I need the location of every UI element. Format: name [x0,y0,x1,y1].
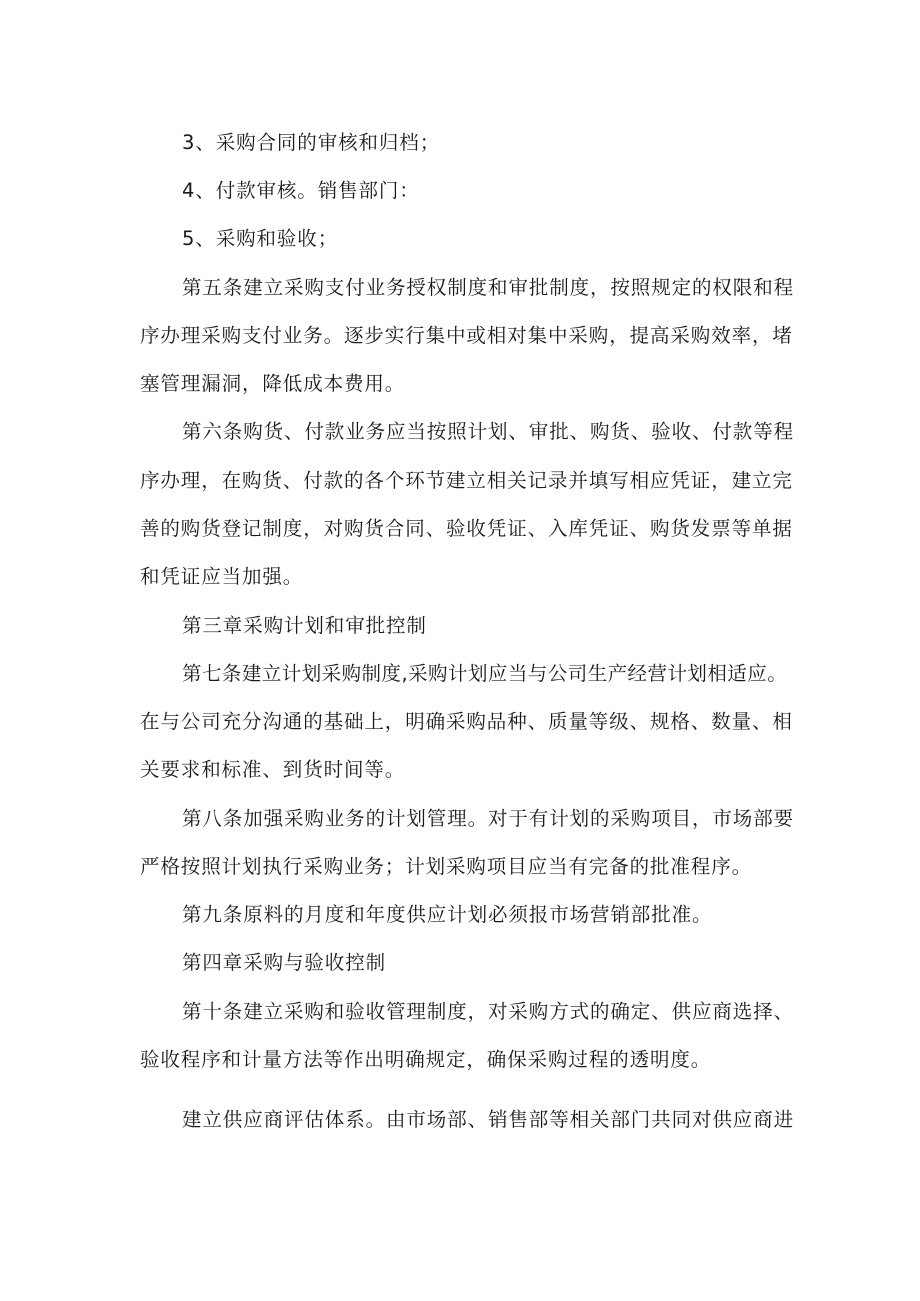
article-5-line-2: 序办理采购支付业务。逐步实行集中或相对集中采购，提高采购效率，堵 [140,324,793,347]
chapter-3-heading: 第三章采购计划和审批控制 [182,614,427,637]
article-5-line-3: 塞管理漏洞，降低成本费用。 [140,372,406,395]
article-8-line-2: 严格按照计划执行采购业务；计划采购项目应当有完备的批准程序。 [140,855,753,878]
article-6-line-4: 和凭证应当加强。 [140,565,304,588]
article-10-line-1: 第十条建立采购和验收管理制度，对采购方式的确定、供应商选择、 [182,1000,795,1023]
article-7-line-1: 第七条建立计划采购制度,采购计划应当与公司生产经营计划相适应。 [182,662,788,685]
article-7-line-3: 关要求和标准、到货时间等。 [140,758,406,781]
article-6-line-2: 序办理，在购货、付款的各个环节建立相关记录并填写相应凭证，建立完 [140,469,793,492]
item-3-line: 3、采购合同的审核和归档； [182,131,441,154]
article-5-line-1: 第五条建立采购支付业务授权制度和审批制度，按照规定的权限和程 [182,276,795,299]
article-10-line-2: 验收程序和计量方法等作出明确规定，确保采购过程的透明度。 [140,1048,712,1071]
article-6-line-3: 善的购货登记制度，对购货合同、验收凭证、入库凭证、购货发票等单据 [140,517,793,540]
chapter-4-heading: 第四章采购与验收控制 [182,951,387,974]
supplier-evaluation-line: 建立供应商评估体系。由市场部、销售部等相关部门共同对供应商进 [182,1108,795,1131]
item-5-line: 5、采购和验收； [182,227,339,250]
article-9-line: 第九条原料的月度和年度供应计划必须报市场营销部批准。 [182,903,713,926]
article-6-line-1: 第六条购货、付款业务应当按照计划、审批、购货、验收、付款等程 [182,420,795,443]
article-7-line-2: 在与公司充分沟通的基础上，明确采购品种、质量等级、规格、数量、相 [140,710,793,733]
item-4-line: 4、付款审核。销售部门： [182,179,420,202]
article-8-line-1: 第八条加强采购业务的计划管理。对于有计划的采购项目，市场部要 [182,807,795,830]
